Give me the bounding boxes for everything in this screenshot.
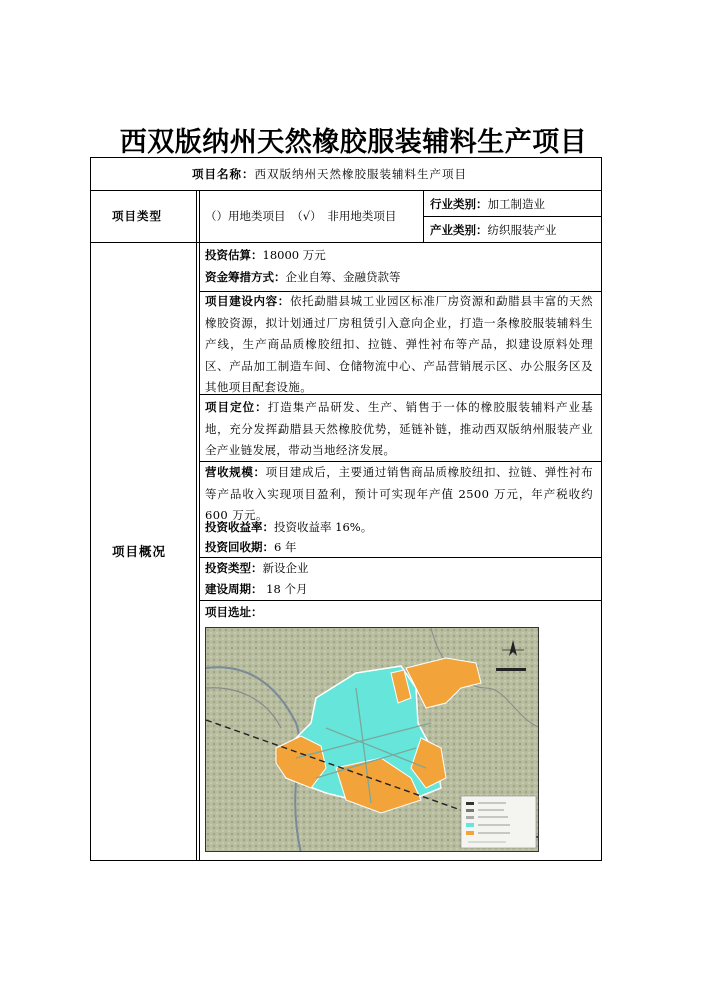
row-divider	[423, 216, 602, 217]
investment-estimate: 投资估算：18000 万元	[205, 248, 326, 262]
payback-period: 投资回收期：6 年	[205, 540, 297, 554]
funding-method: 资金筹措方式：企业自筹、金融贷款等	[205, 270, 401, 284]
investment-type: 投资类型：新设企业	[205, 561, 309, 575]
project-type-options: （）用地类项目 （√） 非用地类项目	[205, 209, 397, 223]
project-name: 项目名称：西双版纳州天然橡胶服装辅料生产项目	[192, 167, 467, 181]
row-divider	[90, 242, 602, 243]
column-divider	[199, 190, 200, 861]
site-map-image	[205, 627, 539, 852]
site-label: 项目选址：	[205, 605, 263, 619]
construction-content: 项目建设内容：依托勐腊县城工业园区标准厂房资源和勐腊县丰富的天然橡胶资源，拟计划通过厂房租赁引入意向企业，打造一条橡胶服装辅料生产线，生产商品质橡胶纽扣、拉链、弹性衬布等产品，拟建设原料处理区、产品加工制造车间、仓储物流中心、产品营销展示区、办公服务区及其他项目配套设施。	[205, 294, 593, 394]
column-divider	[423, 190, 424, 242]
row-divider	[199, 557, 602, 558]
site-map-graphic	[206, 628, 539, 852]
project-positioning: 项目定位：打造集产品研发、生产、销售于一体的橡胶服装辅料产业基地，充分发挥勐腊县天然橡胶优势，延链补链，推动西双版纳州服装产业全产业链发展，带动当地经济发展。	[205, 400, 593, 457]
page-title: 西双版纳州天然橡胶服装辅料生产项目	[119, 127, 588, 158]
column-divider	[196, 190, 197, 861]
construction-period: 建设周期： 18 个月	[205, 582, 308, 596]
row-divider	[199, 600, 602, 601]
row-divider	[90, 190, 602, 191]
project-type-label: 项目类型	[112, 209, 162, 223]
sector-category: 产业类别：纺织服装产业	[430, 223, 557, 237]
overview-label: 项目概况	[112, 544, 167, 559]
revenue-scale: 营收规模：项目建成后，主要通过销售商品质橡胶纽扣、拉链、弹性衬布等产品收入实现项目盈利，预计可实现年产值 2500 万元，年产税收约 600 万元。	[205, 465, 594, 522]
industry-category: 行业类别：加工制造业	[430, 197, 545, 211]
return-rate: 投资收益率：投资收益率 16%。	[205, 520, 373, 534]
